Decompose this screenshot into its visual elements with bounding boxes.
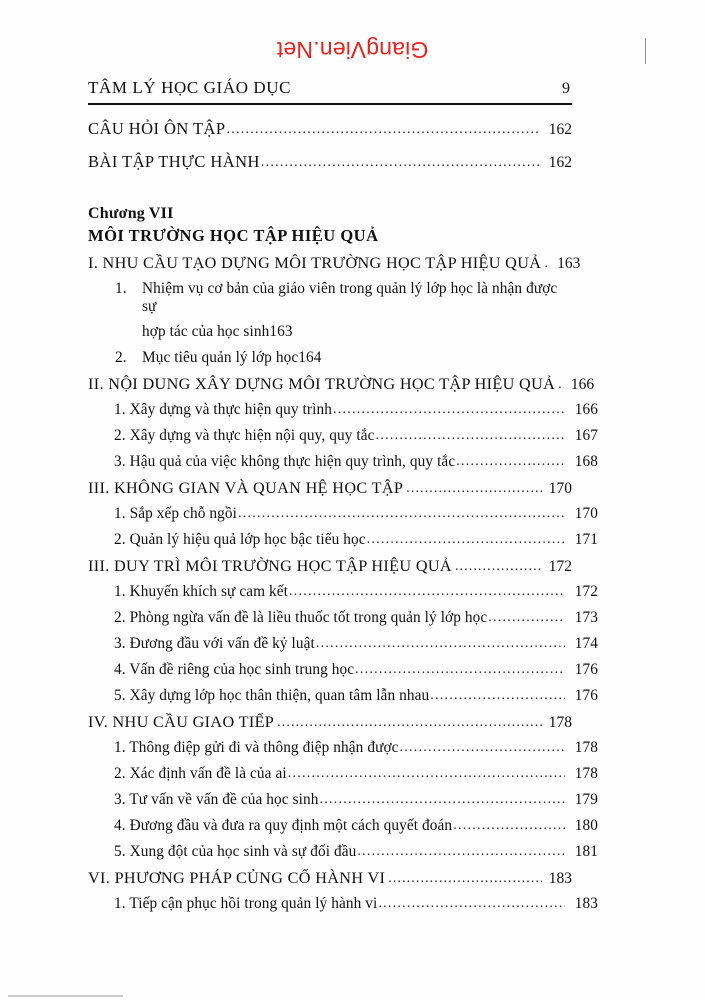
toc-section-title: III. DUY TRÌ MÔI TRƯỜNG HỌC TẬP HIỆU QUẢ [88, 557, 452, 575]
table-of-contents [88, 119, 598, 921]
toc-sub-entry[interactable] [115, 349, 572, 367]
toc-sub-entry[interactable] [114, 609, 598, 627]
entry-page-number: 172 [548, 558, 572, 575]
toc-sub-title: Mục tiêu quản lý lớp học [142, 349, 299, 366]
page-number: 9 [562, 80, 570, 97]
toc-entry-front[interactable] [88, 152, 572, 172]
leader-dots [488, 608, 565, 626]
scan-artifact-margin [645, 38, 646, 64]
toc-sub-title: 1. Tiếp cận phục hồi trong quản lý hành vi [114, 895, 378, 912]
toc-sub-entry[interactable] [114, 635, 598, 653]
entry-page-number: 170 [574, 505, 598, 522]
toc-sub-number: 2. [115, 349, 127, 366]
leader-dots [227, 118, 539, 138]
leader-dots [238, 504, 565, 522]
toc-sub-first-line [115, 349, 572, 367]
entry-page-number: 164 [298, 349, 322, 366]
entry-page-number: 170 [548, 480, 572, 497]
toc-sub-entry[interactable] [114, 531, 598, 549]
leader-dots [453, 816, 565, 834]
toc-sub-first-line [115, 280, 572, 316]
leader-dots [400, 738, 565, 756]
entry-page-number: 178 [548, 714, 572, 731]
toc-section-heading[interactable] [88, 375, 595, 394]
toc-sub-body [142, 280, 572, 316]
entry-page-number: 171 [574, 531, 598, 548]
toc-sub-entry[interactable] [114, 843, 598, 861]
leader-dots [277, 712, 542, 731]
entry-page-number: 173 [574, 609, 598, 626]
leader-dots [388, 868, 542, 887]
toc-entry-front[interactable] [88, 119, 572, 139]
leader-dots [544, 253, 550, 272]
toc-sub-body [142, 349, 572, 367]
entry-page-number: 181 [574, 843, 598, 860]
toc-sub-entry[interactable] [114, 817, 598, 835]
leader-dots [316, 634, 565, 652]
toc-sub-entry[interactable] [114, 583, 598, 601]
header-rule [88, 103, 572, 105]
leader-dots [456, 452, 565, 470]
entry-page-number: 183 [574, 895, 598, 912]
entry-page-number: 166 [570, 376, 595, 393]
toc-section-heading[interactable] [88, 869, 572, 888]
leader-dots [288, 764, 565, 782]
entry-page-number: 183 [548, 870, 572, 887]
toc-sub-title: 2. Quản lý hiệu quả lớp học bậc tiểu học [114, 531, 366, 548]
leader-dots [558, 374, 564, 393]
toc-section-heading[interactable] [88, 557, 572, 576]
entry-page-number: 176 [574, 661, 598, 678]
toc-section-title: II. NỘI DUNG XÂY DỰNG MÔI TRƯỜNG HỌC TẬP HIỆU QUẢ [88, 375, 556, 393]
entry-page-number: 180 [574, 817, 598, 834]
toc-sub-title: 2. Xây dựng và thực hiện nội quy, quy tắc [114, 427, 375, 444]
toc-sub-entry[interactable] [115, 280, 572, 341]
leader-dots [455, 556, 542, 575]
toc-sub-title: 5. Xung đột của học sinh và sự đối đầu [114, 843, 357, 860]
leader-dots [333, 400, 565, 418]
leader-dots [376, 426, 565, 444]
entry-page-number: 162 [548, 154, 572, 171]
entry-page-number: 174 [574, 635, 598, 652]
toc-sub-entry[interactable] [114, 401, 598, 419]
leader-dots [320, 790, 566, 808]
entry-page-number: 172 [574, 583, 598, 600]
toc-sub-continuation-line [142, 323, 572, 341]
toc-section-title: III. KHÔNG GIAN VÀ QUAN HỆ HỌC TẬP [88, 479, 404, 497]
toc-section-heading[interactable] [88, 479, 572, 498]
toc-entry-title: BÀI TẬP THỰC HÀNH [88, 152, 260, 171]
entry-page-number: 163 [557, 255, 581, 272]
leader-dots [357, 842, 565, 860]
toc-sub-title: 3. Đương đầu với vấn đề kỷ luật [114, 635, 315, 652]
toc-section-heading[interactable] [88, 713, 572, 732]
entry-page-number: 163 [269, 323, 293, 340]
chapter-title: MÔI TRƯỜNG HỌC TẬP HIỆU QUẢ [88, 226, 379, 245]
toc-sub-title: 2. Xác định vấn đề là của ai [114, 765, 287, 782]
entry-page-number: 178 [574, 765, 598, 782]
leader-dots [261, 151, 539, 171]
toc-sub-title: 1. Xây dựng và thực hiện quy trình [114, 401, 332, 418]
leader-dots [430, 686, 565, 704]
toc-sub-entry[interactable] [114, 687, 598, 705]
toc-sub-title: 3. Hậu quả của việc không thực hiện quy trình, quy tắc [114, 453, 456, 470]
running-head-title: TÂM LÝ HỌC GIÁO DỤC [88, 78, 292, 97]
entry-page-number: 178 [574, 739, 598, 756]
toc-sub-entry[interactable] [114, 791, 598, 809]
entry-page-number: 162 [548, 121, 572, 138]
toc-sub-entry[interactable] [114, 427, 598, 445]
toc-entry-title: CÂU HỎI ÔN TẬP [88, 119, 226, 138]
running-head [88, 78, 572, 98]
scan-artifact-bottom [8, 995, 123, 997]
leader-dots [406, 478, 542, 497]
toc-sub-title: 1. Thông điệp gửi đi và thông điệp nhận được [114, 739, 399, 756]
toc-sub-title: 3. Tư vấn về vấn đề của học sinh [114, 791, 319, 808]
leader-dots [367, 530, 565, 548]
toc-section-title: IV. NHU CẦU GIAO TIẾP [88, 713, 275, 731]
toc-sub-title-cont: hợp tác của học sinh [142, 323, 270, 340]
toc-sub-title: Nhiệm vụ cơ bản của giáo viên trong quản lý lớp học là nhận được sự [142, 280, 558, 315]
toc-sub-title: 4. Đương đầu và đưa ra quy định một cách quyết đoán [114, 817, 453, 834]
watermark-text: GiangVien.Net [276, 37, 429, 63]
entry-page-number: 167 [574, 427, 598, 444]
leader-dots [355, 660, 565, 678]
toc-sub-entry[interactable] [114, 895, 598, 913]
chapter-label: Chương VII [88, 205, 174, 222]
entry-page-number: 179 [574, 791, 598, 808]
toc-sub-title: 4. Vấn đề riêng của học sinh trung học [114, 661, 355, 678]
toc-sub-entry[interactable] [114, 453, 598, 471]
toc-sub-title: 1. Sắp xếp chỗ ngồi [114, 505, 237, 522]
toc-sub-entry[interactable] [114, 661, 598, 679]
watermark-giangvien [0, 36, 705, 63]
toc-section-title: VI. PHƯƠNG PHÁP CỦNG CỐ HÀNH VI [88, 869, 386, 887]
toc-sub-number: 1. [115, 280, 127, 297]
toc-section-title: I. NHU CẦU TẠO DỰNG MÔI TRƯỜNG HỌC TẬP HIỆU QUẢ [88, 254, 542, 272]
leader-dots [289, 582, 565, 600]
toc-sub-entry[interactable] [114, 505, 598, 523]
toc-section-heading[interactable] [88, 254, 581, 273]
toc-sub-title: 5. Xây dựng lớp học thân thiện, quan tâm lẫn nhau [114, 687, 430, 704]
toc-sub-entry[interactable] [114, 765, 598, 783]
entry-page-number: 166 [574, 401, 598, 418]
entry-page-number: 176 [574, 687, 598, 704]
chapter-heading-block [88, 205, 572, 246]
toc-sub-title: 1. Khuyến khích sự cam kết [114, 583, 289, 600]
toc-sub-entry[interactable] [114, 739, 598, 757]
toc-sub-title: 2. Phòng ngừa vấn đề là liều thuốc tốt trong quản lý lớp học [114, 609, 488, 626]
entry-page-number: 168 [574, 453, 598, 470]
leader-dots [378, 894, 565, 912]
